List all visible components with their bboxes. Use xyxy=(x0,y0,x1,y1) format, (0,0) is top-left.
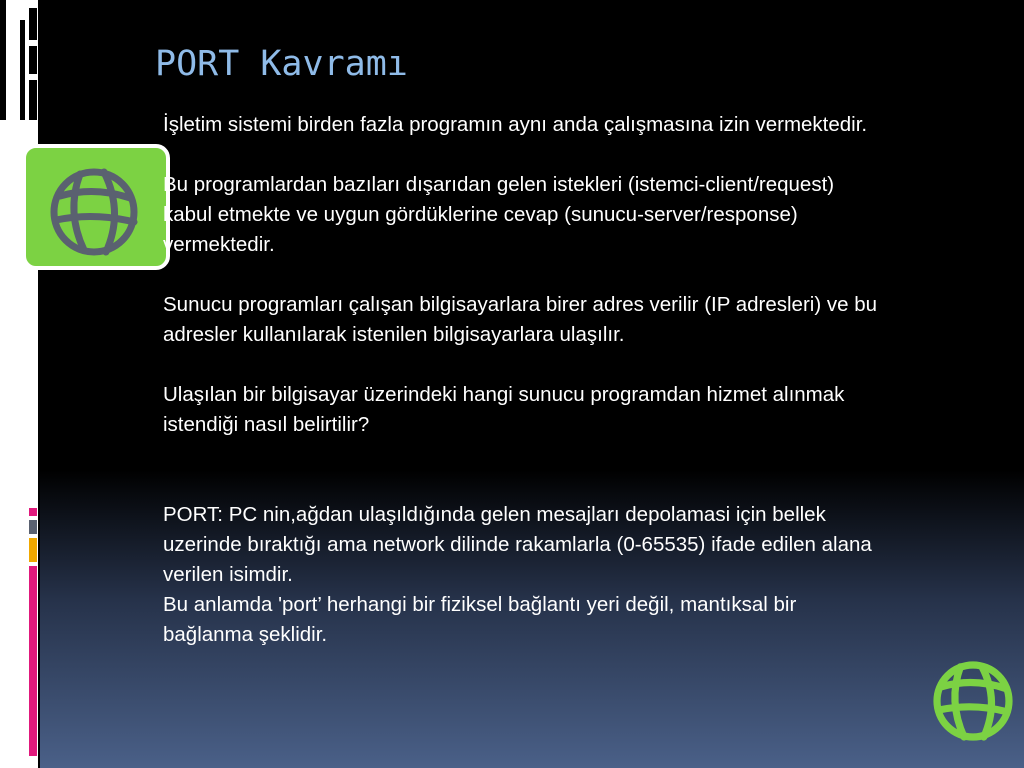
decor-bar xyxy=(20,20,25,120)
decor-bar-gray xyxy=(29,520,37,534)
decor-bar xyxy=(29,8,37,40)
decor-bar xyxy=(29,46,37,74)
left-decor-strip xyxy=(0,0,40,768)
globe-icon xyxy=(46,160,146,260)
paragraph: Bu anlamda 'port’ herhangi bir fiziksel bağlantı yeri değil, mantıksal bir bağlanma şeklidir. xyxy=(163,593,797,646)
paragraph: PORT: PC nin,ağdan ulaşıldığında gelen mesajları depolamasi için bellek uzerinde bıraktığı ama network dilinde rakamlarla (0-65535) ifade edilen alana verilen isimdir. xyxy=(163,503,872,586)
decor-bar-orange xyxy=(29,538,37,562)
decor-bar-pink-long xyxy=(29,566,37,756)
decor-bar xyxy=(0,0,6,120)
slide-body xyxy=(163,110,883,650)
paragraph: İşletim sistemi birden fazla programın aynı anda çalışmasına izin vermektedir. xyxy=(163,113,868,136)
decor-edge xyxy=(38,0,40,768)
globe-icon xyxy=(928,656,1018,746)
paragraph: Bu programlardan bazıları dışarıdan gelen istekleri (istemci-client/request) kabul etmekte ve uygun gördüklerine cevap (sunucu-server/response) vermektedir. xyxy=(163,173,835,256)
globe-tile xyxy=(22,144,170,270)
paragraph: Sunucu programları çalışan bilgisayarlara birer adres verilir (IP adresleri) ve bu adresler kullanılarak istenilen bilgisayarlara ulaşılır. xyxy=(163,293,878,346)
slide-title: PORT Kavramı xyxy=(155,44,408,84)
paragraph: Ulaşılan bir bilgisayar üzerindeki hangi sunucu programdan hizmet alınmak istendiği nasıl belirtilir? xyxy=(163,383,845,436)
decor-bar-pink xyxy=(29,508,37,516)
decor-bar xyxy=(29,80,37,120)
